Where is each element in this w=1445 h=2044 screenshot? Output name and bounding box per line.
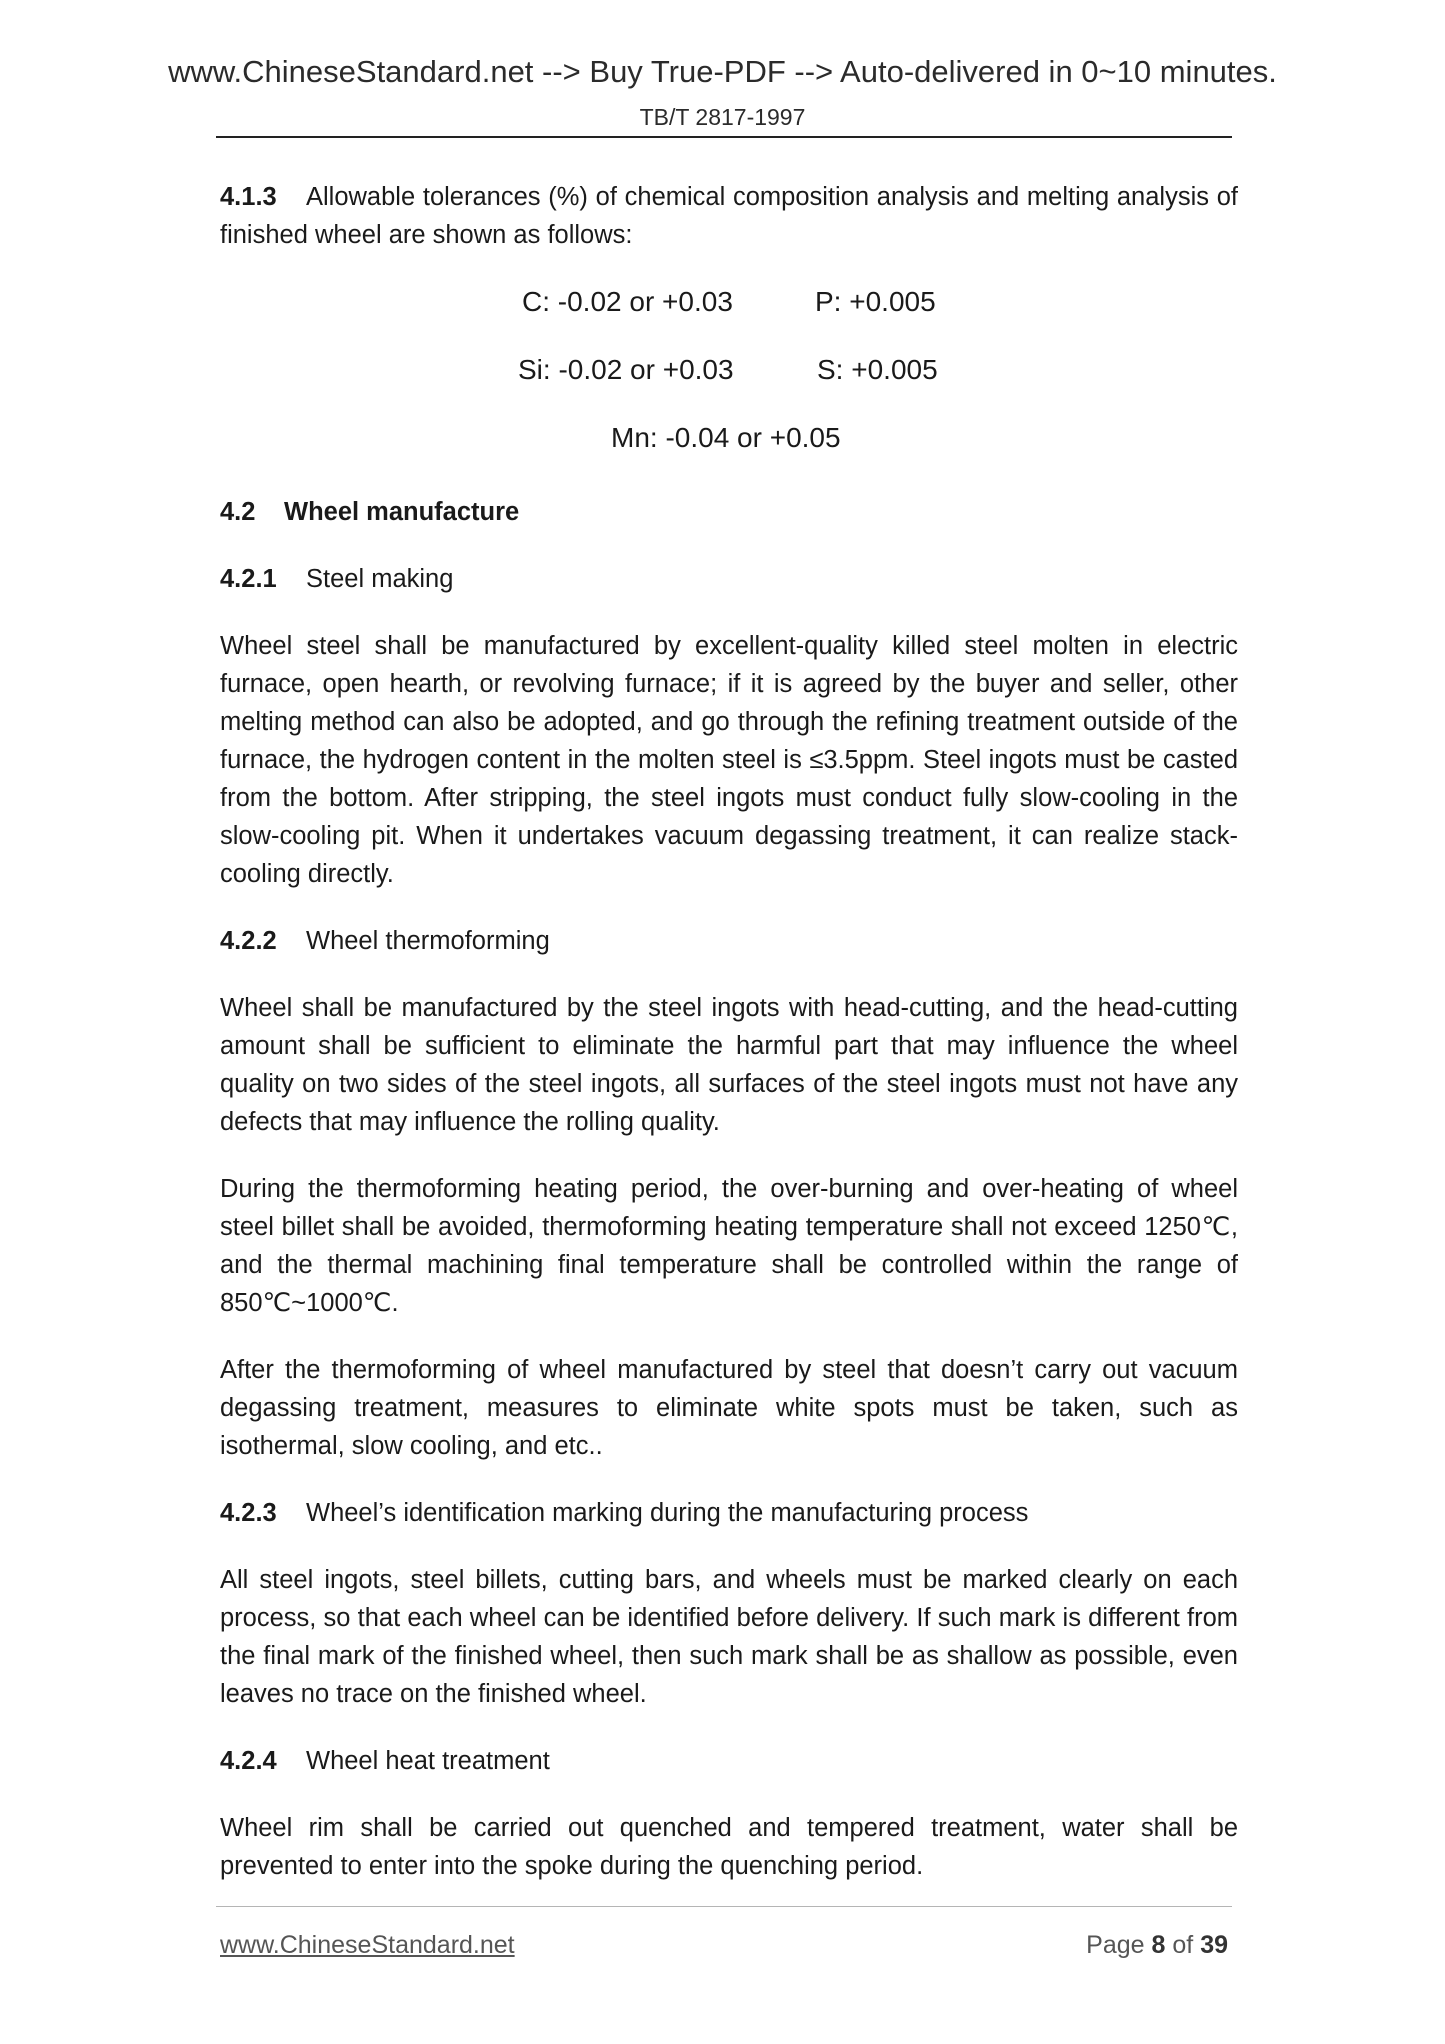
section-4-2-heading — [220, 493, 1238, 531]
clause-4-2-1-heading — [220, 560, 1238, 598]
page-of-label: of — [1172, 1931, 1194, 1959]
section-number: 4.2 — [220, 498, 256, 526]
clause-4-2-2-heading — [220, 922, 1238, 960]
tolerance-row — [220, 351, 1238, 389]
footer-site-link[interactable]: www.ChineseStandard.net — [220, 1931, 515, 1959]
tolerance-mn: Mn: -0.04 or +0.05 — [611, 422, 841, 453]
clause-4-2-1-body: Wheel steel shall be manufactured by excellent-quality killed steel molten in electric furnace, open hearth, or revolving furnace; if it is agreed by the buyer and seller, other melting method can also be adopted, and go through the refining treatment outside of the furnace, the hydrogen content in the molten steel is ≤3.5ppm. Steel ingots must be casted from the bottom. After stripping, the steel ingots must conduct fully slow-cooling in the slow-cooling pit. When it undertakes vacuum degassing treatment, it can realize stack-cooling directly. — [220, 632, 1238, 888]
clause-4-2-2-body-2: During the thermoforming heating period, the over-burning and over-heating of wheel steel billet shall be avoided, thermoforming heating temperature shall not exceed 1250℃, and the thermal machining final temperature shall be controlled within the range of 850℃~1000℃. — [220, 1175, 1238, 1317]
clause-title: Steel making — [306, 565, 454, 593]
tolerance-si: Si: -0.02 or +0.03 — [518, 354, 734, 385]
tolerance-p: P: +0.005 — [815, 286, 936, 317]
page-indicator — [1086, 1931, 1228, 1960]
tolerance-row — [220, 283, 1238, 321]
clause-4-2-4-heading — [220, 1742, 1238, 1780]
page-label: Page — [1086, 1931, 1145, 1959]
clause-4-2-3-heading — [220, 1494, 1238, 1532]
section-title: Wheel manufacture — [284, 498, 520, 526]
tolerance-list — [220, 283, 1238, 457]
clause-number: 4.2.4 — [220, 1747, 277, 1775]
tolerance-row — [220, 419, 1238, 457]
clause-text: Allowable tolerances (%) of chemical composition analysis and melting analysis of finished wheel are shown as follows: — [220, 183, 1238, 249]
clause-number: 4.2.3 — [220, 1499, 277, 1527]
page-current: 8 — [1151, 1931, 1166, 1959]
clause-title: Wheel heat treatment — [306, 1747, 550, 1775]
clause-title: Wheel thermoforming — [306, 927, 550, 955]
document-body — [220, 178, 1238, 1914]
clause-number: 4.2.1 — [220, 565, 277, 593]
clause-4-2-3-body: All steel ingots, steel billets, cutting bars, and wheels must be marked clearly on each process, so that each wheel can be identified before delivery. If such mark is different from the final mark of the finished wheel, then such mark shall be as shallow as possible, even leaves no trace on the finished wheel. — [220, 1566, 1238, 1708]
footer-divider — [216, 1906, 1232, 1907]
site-banner: www.ChineseStandard.net --> Buy True-PDF --> Auto-delivered in 0~10 minutes. — [168, 54, 1277, 89]
clause-number: 4.1.3 — [220, 183, 277, 211]
tolerance-c: C: -0.02 or +0.03 — [522, 286, 733, 317]
standard-code: TB/T 2817-1997 — [639, 104, 806, 130]
clause-4-2-2-body-1: Wheel shall be manufactured by the steel ingots with head-cutting, and the head-cutting amount shall be sufficient to eliminate the harmful part that may influence the wheel quality on two sides of the steel ingots, all surfaces of the steel ingots must not have any defects that may influence the rolling quality. — [220, 994, 1238, 1136]
clause-title: Wheel’s identification marking during the manufacturing process — [306, 1499, 1029, 1527]
clause-4-1-3 — [220, 178, 1238, 254]
clause-number: 4.2.2 — [220, 927, 277, 955]
page-total: 39 — [1200, 1931, 1228, 1959]
clause-4-2-4-body: Wheel rim shall be carried out quenched and tempered treatment, water shall be prevented to enter into the spoke during the quenching period. — [220, 1814, 1238, 1880]
header-divider — [216, 136, 1232, 138]
tolerance-s: S: +0.005 — [817, 354, 938, 385]
clause-4-2-2-body-3: After the thermoforming of wheel manufactured by steel that doesn’t carry out vacuum degassing treatment, measures to eliminate white spots must be taken, such as isothermal, slow cooling, and etc.. — [220, 1356, 1238, 1460]
